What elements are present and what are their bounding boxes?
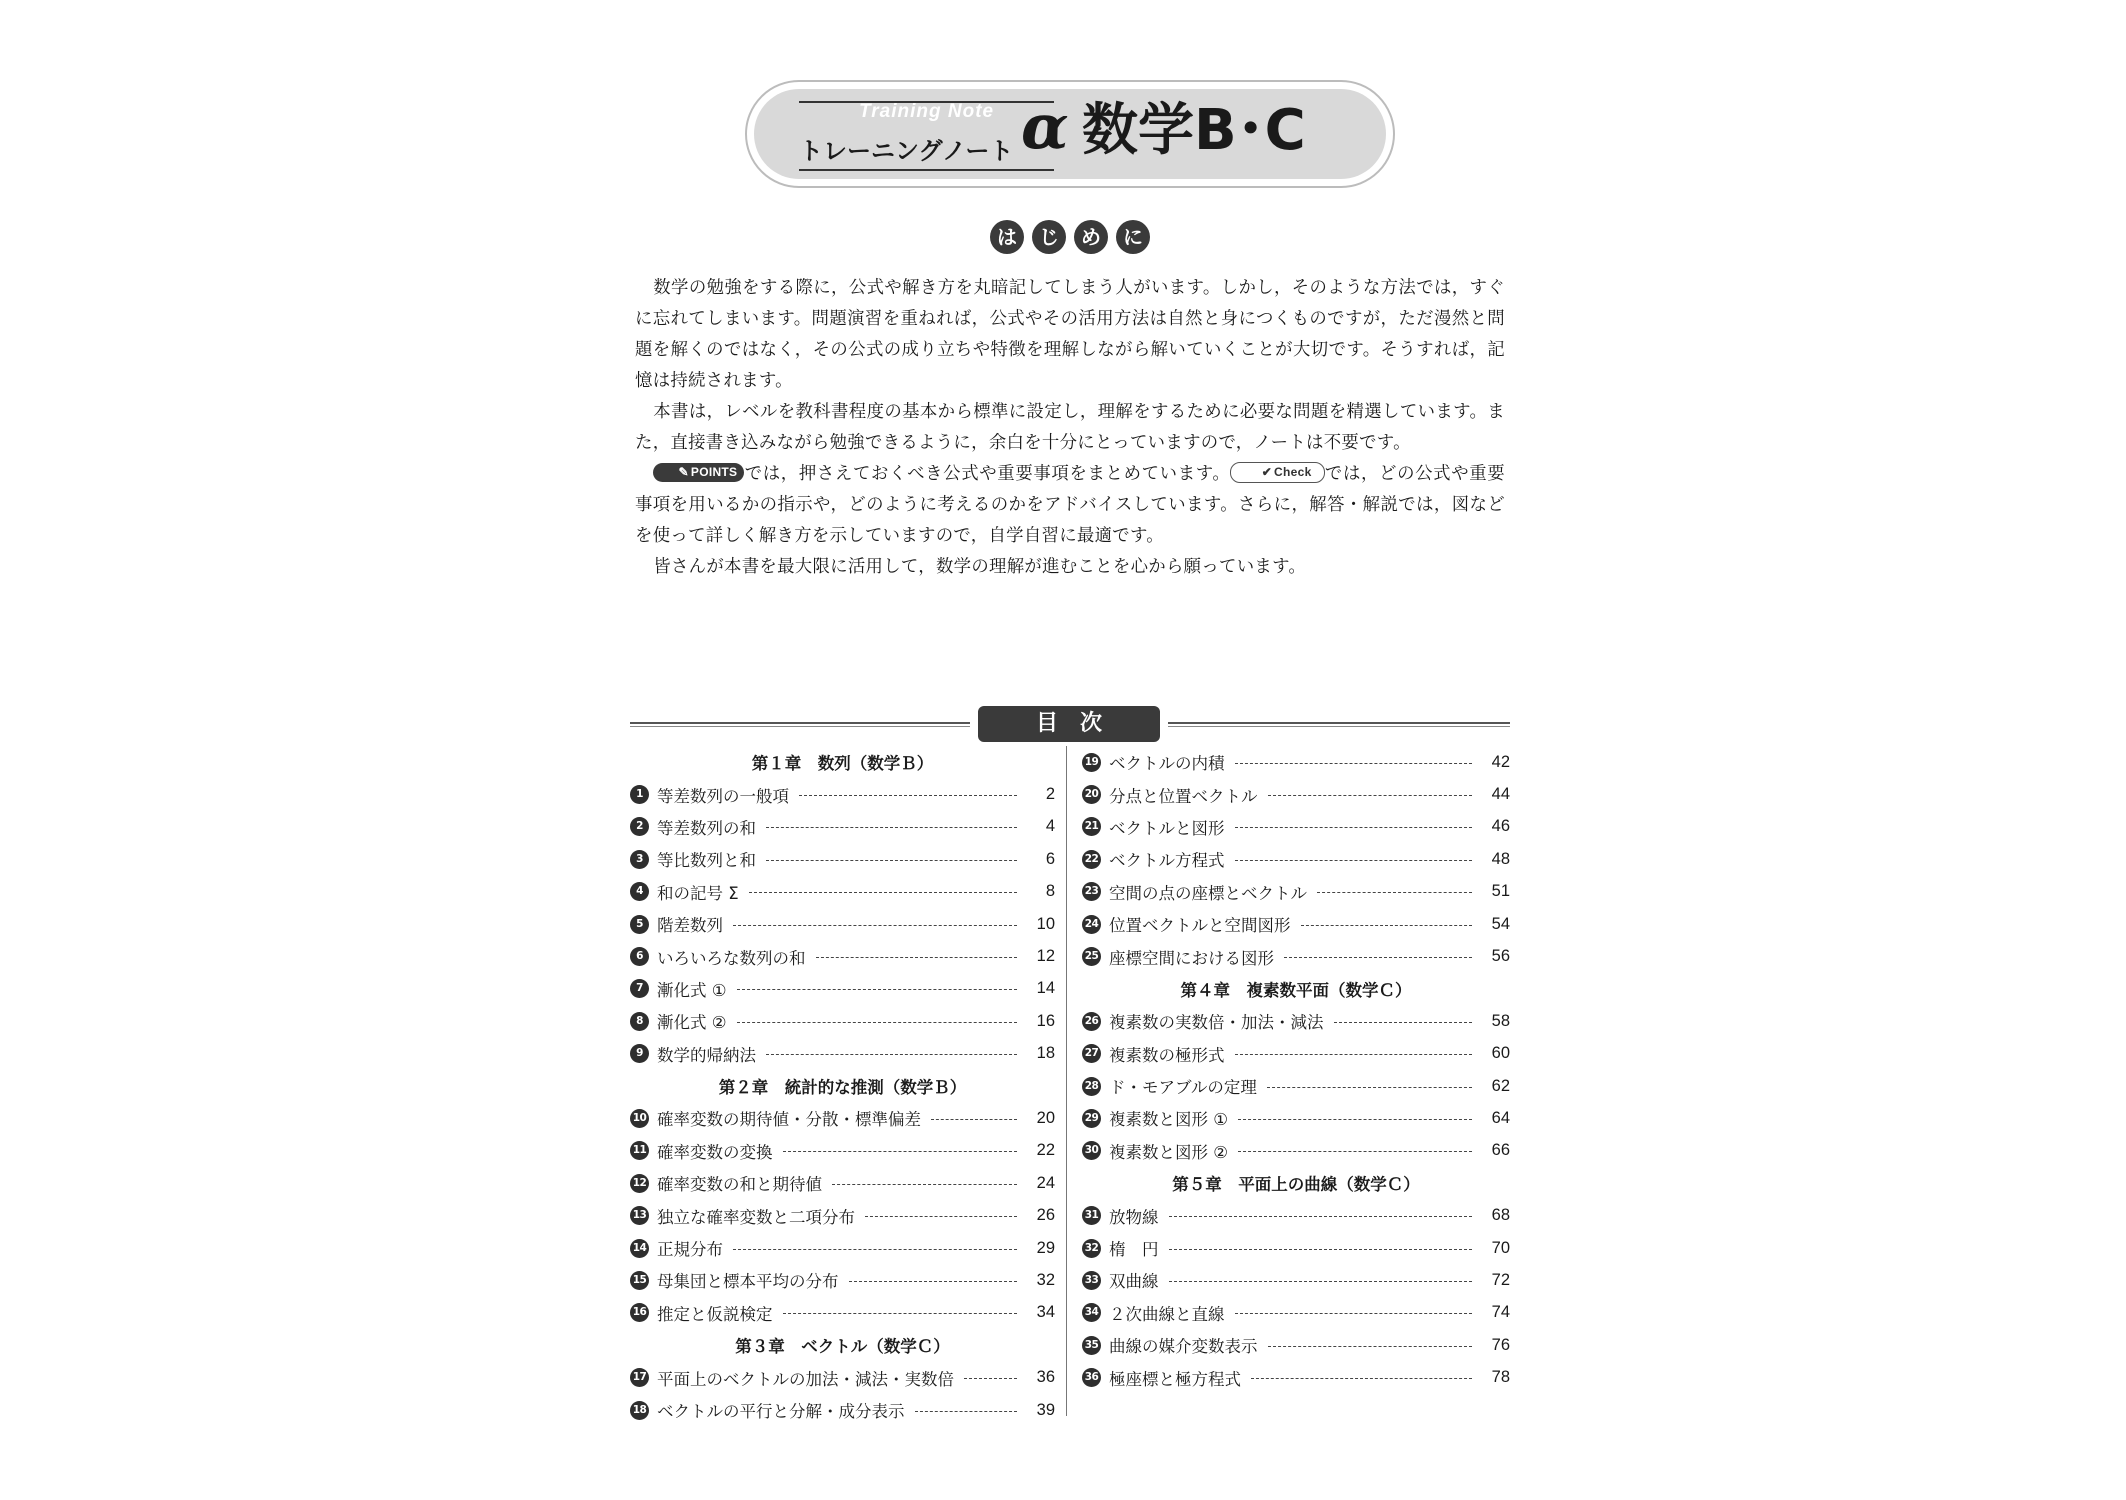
entry-page-number: 54 (1491, 914, 1510, 933)
toc-entry (630, 1361, 1055, 1393)
toc-column-left (630, 746, 1055, 1426)
toc-entry (630, 1199, 1055, 1231)
toc-entry (1082, 1297, 1510, 1329)
entry-title: 正規分布 (657, 1240, 723, 1260)
entry-title: ベクトルの内積 (1109, 754, 1225, 774)
toc-entry (630, 1102, 1055, 1134)
entry-title: 位置ベクトルと空間図形 (1109, 916, 1291, 936)
dot-leader (733, 925, 1017, 926)
entry-number-badge: 7 (630, 979, 649, 998)
entry-number-badge: 29 (1082, 1109, 1101, 1128)
entry-page-number: 10 (1036, 914, 1055, 933)
entry-number-badge: 20 (1082, 785, 1101, 804)
entry-number-badge: 11 (630, 1141, 649, 1160)
series-name-en: Training Note (859, 101, 995, 122)
dot-leader (1317, 892, 1472, 893)
dot-leader (749, 892, 1017, 893)
entry-number-badge: 6 (630, 947, 649, 966)
entry-page-number: 36 (1036, 1368, 1055, 1387)
entry-page-number: 24 (1036, 1173, 1055, 1192)
entry-page-number: 12 (1036, 947, 1055, 966)
toc-entry (630, 1005, 1055, 1037)
entry-page-number: 48 (1491, 849, 1510, 868)
dot-leader (799, 795, 1017, 796)
entry-title: 座標空間における図形 (1109, 948, 1274, 968)
preface-heading (630, 220, 1510, 254)
entry-number-badge: 13 (630, 1206, 649, 1225)
preface-heading-char: じ (1032, 220, 1066, 254)
entry-number-badge: 32 (1082, 1239, 1101, 1258)
dot-leader (733, 1249, 1017, 1250)
toc-entry (1082, 940, 1510, 972)
toc-chapter-heading: 第３章 ベクトル（数学Ｃ） (735, 1337, 950, 1357)
entry-number-badge: 28 (1082, 1077, 1101, 1096)
dot-leader (1235, 1313, 1473, 1314)
dot-leader (849, 1281, 1018, 1282)
dot-leader (766, 860, 1017, 861)
toc-entry (630, 1232, 1055, 1264)
toc-entry (1082, 1135, 1510, 1167)
pencil-icon: ✎ (678, 465, 689, 479)
entry-number-badge: 12 (630, 1174, 649, 1193)
entry-number-badge: 35 (1082, 1336, 1101, 1355)
toc-title: 目次 (978, 706, 1160, 742)
entry-page-number: 42 (1491, 752, 1510, 771)
entry-number-badge: 2 (630, 817, 649, 836)
entry-page-number: 22 (1036, 1141, 1055, 1160)
entry-number-badge: 4 (630, 882, 649, 901)
entry-number-badge: 19 (1082, 753, 1101, 772)
entry-number-badge: 1 (630, 785, 649, 804)
preface-paragraph-3b: では，どの公式や重要事項を用いるかの指示や，どのように考えるのかをアドバイスしています。さらに，解答・解説では，図などを使って詳しく解き方を示していますので，自学自習に最適です。 (635, 464, 1505, 546)
dot-leader (1169, 1216, 1473, 1217)
toc-entry (630, 1264, 1055, 1296)
dot-leader (1235, 827, 1473, 828)
toc-entry (630, 778, 1055, 810)
entry-number-badge: 9 (630, 1044, 649, 1063)
toc-rule-right-thin (1168, 726, 1510, 727)
toc-entry (1082, 1232, 1510, 1264)
entry-page-number: 14 (1036, 979, 1055, 998)
entry-page-number: 46 (1491, 817, 1510, 836)
dot-leader (1284, 957, 1472, 958)
entry-page-number: 4 (1045, 817, 1055, 836)
dot-leader (865, 1216, 1017, 1217)
entry-page-number: 74 (1491, 1303, 1510, 1322)
toc-entry (1082, 1361, 1510, 1393)
entry-title: 双曲線 (1109, 1272, 1159, 1292)
dot-leader (1334, 1022, 1473, 1023)
entry-page-number: 16 (1036, 1011, 1055, 1030)
entry-number-badge: 33 (1082, 1271, 1101, 1290)
toc-entry (1082, 876, 1510, 908)
toc-entry (630, 908, 1055, 940)
toc-entry (1082, 1038, 1510, 1070)
entry-title: 確率変数の期待値・分散・標準偏差 (657, 1110, 921, 1130)
title-banner (745, 80, 1395, 188)
entry-number-badge: 3 (630, 850, 649, 869)
entry-title: 放物線 (1109, 1207, 1159, 1227)
entry-page-number: 62 (1491, 1076, 1510, 1095)
entry-page-number: 6 (1045, 849, 1055, 868)
entry-title: 漸化式 ① (657, 980, 727, 1000)
entry-title: 空間の点の座標とベクトル (1109, 883, 1307, 903)
entry-title: 確率変数の変換 (657, 1142, 773, 1162)
entry-page-number: 8 (1045, 882, 1055, 901)
toc-entry (630, 843, 1055, 875)
entry-page-number: 78 (1491, 1368, 1510, 1387)
series-rule-bottom (799, 169, 1054, 171)
toc-entry (1082, 1329, 1510, 1361)
entry-number-badge: 27 (1082, 1044, 1101, 1063)
dot-leader (766, 1054, 1017, 1055)
preface-paragraph-3a: では，押さえておくべき公式や重要事項をまとめています。 (744, 464, 1231, 484)
entry-title: 分点と位置ベクトル (1109, 786, 1258, 806)
entry-number-badge: 34 (1082, 1303, 1101, 1322)
preface-paragraph-2: 本書は，レベルを教科書程度の基本から標準に設定し，理解をするために必要な問題を精選しています。また，直接書き込みながら勉強できるように，余白を十分にとっていますので，ノートは不要です。 (635, 402, 1505, 453)
series-logo (799, 90, 1069, 177)
entry-title: 複素数の極形式 (1109, 1045, 1225, 1065)
entry-number-badge: 18 (630, 1401, 649, 1420)
preface-paragraph-4: 皆さんが本書を最大限に活用して，数学の理解が進むことを心から願っています。 (653, 557, 1307, 577)
entry-page-number: 56 (1491, 947, 1510, 966)
dot-leader (964, 1378, 1017, 1379)
entry-title: 和の記号 Σ (657, 883, 739, 903)
entry-page-number: 58 (1491, 1011, 1510, 1030)
toc-rule-left-thin (630, 726, 970, 727)
dot-leader (783, 1151, 1018, 1152)
entry-title: ベクトルと図形 (1109, 818, 1225, 838)
entry-title: 数学的帰納法 (657, 1045, 756, 1065)
entry-title: 階差数列 (657, 916, 723, 936)
title-banner-inner (754, 89, 1386, 179)
toc-column-right (1082, 746, 1510, 1394)
entry-number-badge: 23 (1082, 882, 1101, 901)
toc-rule-right (1168, 722, 1510, 724)
entry-page-number: 76 (1491, 1335, 1510, 1354)
points-label: POINTS (690, 465, 738, 479)
check-label: Check (1274, 465, 1312, 479)
check-icon: ✔ (1261, 465, 1273, 479)
entry-number-badge: 24 (1082, 915, 1101, 934)
entry-number-badge: 31 (1082, 1206, 1101, 1225)
toc-entry (1082, 1005, 1510, 1037)
series-alpha: α (1021, 90, 1069, 163)
preface-text (635, 273, 1505, 583)
dot-leader (1251, 1378, 1472, 1379)
toc-entry (1082, 1264, 1510, 1296)
entry-title: 等差数列の一般項 (657, 786, 789, 806)
preface-heading-char: め (1074, 220, 1108, 254)
toc-chapter-heading: 第４章 複素数平面（数学Ｃ） (1180, 980, 1412, 1000)
toc-chapter-heading: 第１章 数列（数学Ｂ） (751, 754, 934, 774)
entry-title: いろいろな数列の和 (657, 948, 806, 968)
toc-entry (1082, 908, 1510, 940)
entry-page-number: 34 (1036, 1303, 1055, 1322)
preface-paragraph-3 (635, 459, 1505, 552)
entry-title: 複素数と図形 ① (1109, 1110, 1229, 1130)
entry-number-badge: 25 (1082, 947, 1101, 966)
entry-page-number: 18 (1036, 1044, 1055, 1063)
dot-leader (737, 1022, 1017, 1023)
entry-title: ２次曲線と直線 (1109, 1304, 1225, 1324)
entry-number-badge: 16 (630, 1303, 649, 1322)
entry-title: 独立な確率変数と二項分布 (657, 1207, 855, 1227)
dot-leader (931, 1119, 1017, 1120)
toc-entry (630, 1297, 1055, 1329)
dot-leader (1301, 925, 1473, 926)
toc-entry (630, 940, 1055, 972)
entry-page-number: 68 (1491, 1206, 1510, 1225)
toc-entry (1082, 843, 1510, 875)
entry-number-badge: 8 (630, 1012, 649, 1031)
entry-page-number: 39 (1036, 1400, 1055, 1419)
toc-entry (630, 1394, 1055, 1426)
toc-entry (1082, 746, 1510, 778)
entry-page-number: 72 (1491, 1270, 1510, 1289)
entry-title: 複素数と図形 ② (1109, 1142, 1229, 1162)
entry-title: ド・モアブルの定理 (1109, 1078, 1257, 1098)
preface-paragraph-1: 数学の勉強をする際に，公式や解き方を丸暗記してしまう人がいます。しかし，そのような方法では，すぐに忘れてしまいます。問題演習を重ねれば，公式やその活用方法は自然と身につくものですが，ただ漫然と問題を解くのではなく，その公式の成り立ちや特徴を理解しながら解いていくことが大切です。そうすれば，記憶は持続されます。 (635, 278, 1505, 391)
entry-title: 等差数列の和 (657, 818, 756, 838)
entry-number-badge: 22 (1082, 850, 1101, 869)
entry-page-number: 66 (1491, 1141, 1510, 1160)
entry-number-badge: 5 (630, 915, 649, 934)
toc-entry (1082, 811, 1510, 843)
dot-leader (1238, 1151, 1472, 1152)
entry-title: 楕 円 (1109, 1240, 1159, 1260)
toc-entry (1082, 778, 1510, 810)
entry-page-number: 26 (1036, 1206, 1055, 1225)
entry-number-badge: 36 (1082, 1368, 1101, 1387)
dot-leader (1169, 1281, 1473, 1282)
entry-number-badge: 17 (630, 1368, 649, 1387)
entry-page-number: 70 (1491, 1238, 1510, 1257)
entry-title: 漸化式 ② (657, 1013, 727, 1033)
toc-entry (630, 811, 1055, 843)
toc-column-divider (1066, 746, 1067, 1416)
dot-leader (832, 1184, 1017, 1185)
dot-leader (1235, 1054, 1473, 1055)
preface-heading-char: は (990, 220, 1024, 254)
entry-title: 平面上のベクトルの加法・減法・実数倍 (657, 1369, 954, 1389)
entry-title: 極座標と極方程式 (1109, 1369, 1241, 1389)
dot-leader (816, 957, 1018, 958)
entry-number-badge: 14 (630, 1239, 649, 1258)
dot-leader (1235, 860, 1473, 861)
entry-page-number: 44 (1491, 785, 1510, 804)
entry-page-number: 51 (1491, 882, 1510, 901)
dot-leader (1268, 795, 1473, 796)
dot-leader (737, 989, 1017, 990)
toc-entry (1082, 1199, 1510, 1231)
entry-title: 曲線の媒介変数表示 (1109, 1337, 1258, 1357)
entry-page-number: 32 (1036, 1270, 1055, 1289)
toc-entry (630, 1167, 1055, 1199)
preface-heading-char: に (1116, 220, 1150, 254)
entry-title: 等比数列と和 (657, 851, 756, 871)
toc-entry (630, 973, 1055, 1005)
entry-page-number: 2 (1045, 785, 1055, 804)
toc-entry (1082, 1102, 1510, 1134)
entry-title: ベクトルの平行と分解・成分表示 (657, 1402, 905, 1421)
entry-page-number: 29 (1036, 1238, 1055, 1257)
toc-chapter-heading: 第５章 平面上の曲線（数学Ｃ） (1172, 1175, 1420, 1195)
entry-title: 複素数の実数倍・加法・減法 (1109, 1013, 1324, 1033)
dot-leader (783, 1313, 1018, 1314)
check-badge (1230, 462, 1324, 483)
entry-title: 母集団と標本平均の分布 (657, 1272, 839, 1292)
entry-number-badge: 30 (1082, 1141, 1101, 1160)
dot-leader (1169, 1249, 1473, 1250)
toc-entry (630, 1038, 1055, 1070)
entry-number-badge: 21 (1082, 817, 1101, 836)
dot-leader (1238, 1119, 1472, 1120)
entry-number-badge: 26 (1082, 1012, 1101, 1031)
series-name-jp: トレーニングノート (799, 137, 1014, 165)
entry-page-number: 60 (1491, 1044, 1510, 1063)
toc-entry (1082, 1070, 1510, 1102)
toc-entry (630, 1135, 1055, 1167)
toc-entry (630, 876, 1055, 908)
document-page (630, 80, 1510, 1440)
entry-title: 推定と仮説検定 (657, 1304, 773, 1324)
toc-rule-left (630, 722, 970, 724)
toc-chapter-heading: 第２章 統計的な推測（数学Ｂ） (718, 1078, 967, 1098)
dot-leader (766, 827, 1017, 828)
entry-number-badge: 10 (630, 1109, 649, 1128)
entry-number-badge: 15 (630, 1271, 649, 1290)
dot-leader (915, 1411, 1018, 1412)
dot-leader (1235, 763, 1473, 764)
dot-leader (1267, 1087, 1472, 1088)
dot-leader (1268, 1346, 1473, 1347)
entry-page-number: 20 (1036, 1108, 1055, 1127)
entry-title: 確率変数の和と期待値 (657, 1175, 822, 1195)
entry-page-number: 64 (1491, 1108, 1510, 1127)
points-badge (653, 463, 744, 482)
subject-title: 数学B･C (1082, 98, 1306, 163)
entry-title: ベクトル方程式 (1109, 851, 1225, 871)
